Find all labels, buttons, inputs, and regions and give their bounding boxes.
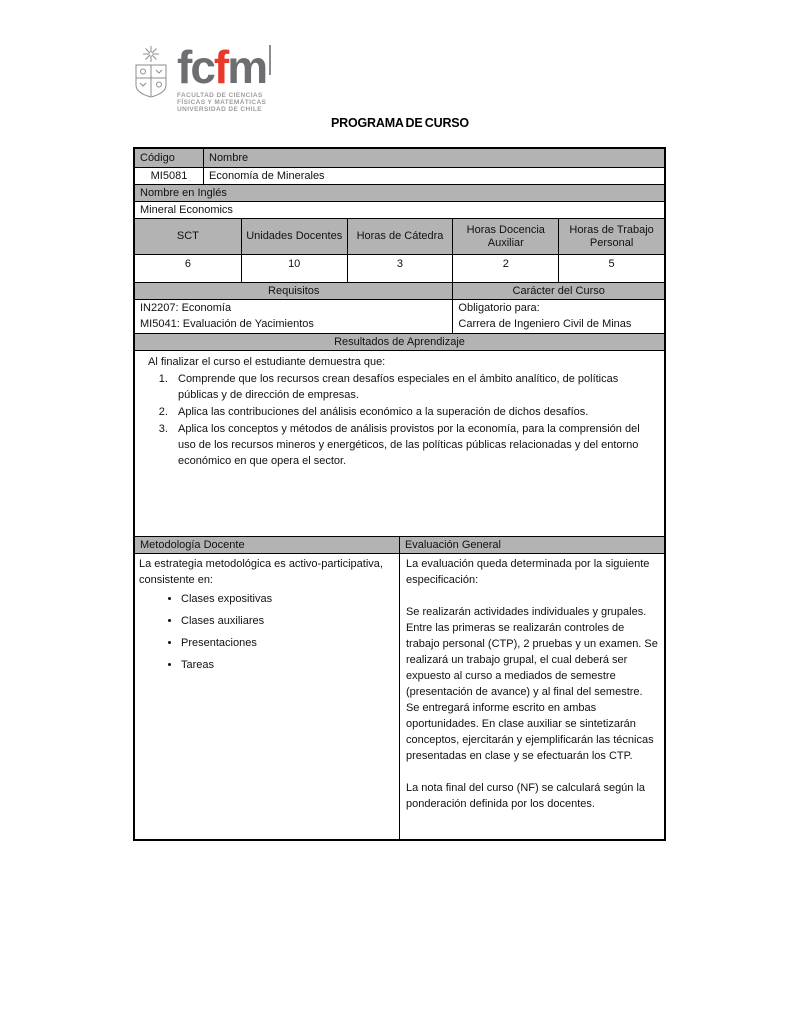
requisitos-header-cell: Requisitos xyxy=(135,283,452,299)
caracter-line: Carrera de Ingeniero Civil de Minas xyxy=(458,318,632,330)
fcfm-logo xyxy=(133,41,271,113)
code-name-value-row xyxy=(135,167,664,184)
wordmark-f-red: f xyxy=(213,41,228,93)
codigo-header-cell: Código xyxy=(135,149,203,167)
caracter-cell xyxy=(452,300,664,333)
credits-value-row xyxy=(135,254,664,282)
metodologia-evaluacion-content-row xyxy=(135,553,664,839)
metodologia-list xyxy=(139,591,393,673)
resultados-list xyxy=(148,371,656,469)
english-name-value-row xyxy=(135,201,664,218)
credits-header-unidades: Unidades Docentes xyxy=(241,219,347,254)
metodologia-item: • Clases expositivas xyxy=(181,591,393,607)
wordmark-m: m xyxy=(227,41,267,93)
resultados-header-row xyxy=(135,333,664,350)
credits-header-row xyxy=(135,218,664,254)
credits-value-catedra: 3 xyxy=(347,255,453,282)
course-program-table xyxy=(133,147,666,841)
resultado-item: 1. Comprende que los recursos crean desafíos especiales en el ámbito analítico, de políticas públicas y de dirección de empresas. xyxy=(171,371,656,403)
credits-value-auxiliar: 2 xyxy=(452,255,558,282)
resultados-content-row xyxy=(135,350,664,536)
metodologia-evaluacion-header-row xyxy=(135,536,664,553)
requisitos-header-row xyxy=(135,282,664,299)
fcfm-wordmark xyxy=(177,41,271,93)
resultados-header-cell: Resultados de Aprendizaje xyxy=(135,334,664,350)
credits-value-sct: 6 xyxy=(184,258,191,270)
english-name-cell: Mineral Economics xyxy=(140,204,233,216)
english-name-header-cell: Nombre en Inglés xyxy=(135,185,664,201)
wordmark-fc: fc xyxy=(177,41,214,93)
credits-header-catedra: Horas de Cátedra xyxy=(347,219,453,254)
credits-header-personal: Horas de Trabajo Personal xyxy=(558,219,664,254)
evaluacion-paragraph: La nota final del curso (NF) se calculará según la ponderación definida por los docentes. xyxy=(405,782,646,810)
logo-caption xyxy=(177,92,271,113)
english-name-header-row xyxy=(135,184,664,201)
credits-value-personal: 5 xyxy=(558,255,664,282)
requisitos-content-row xyxy=(135,299,664,333)
metodologia-item: • Clases auxiliares xyxy=(181,613,393,629)
page-title: PROGRAMA DE CURSO xyxy=(331,116,469,130)
evaluacion-content-cell xyxy=(399,554,664,839)
evaluacion-paragraph: Se realizarán actividades individuales y grupales. Entre las primeras se realizarán controles de trabajo personal (CTP), 2 pruebas y un examen. Se realizará un trabajo grupal, el cual deberá ser expuesto al curso a mediados de semestre (presentación de avance) y al final del semestre. Se entregará informe escrito en ambas oportunidades. En clase auxiliar se sintetizarán conceptos, ejercitarán y ejemplificarán las técnicas presentadas en clase y se efectuarán los CTP. xyxy=(405,606,658,762)
requisitos-list-cell xyxy=(135,300,452,333)
university-crest-icon xyxy=(133,45,169,99)
metodologia-intro: La estrategia metodológica es activo-participativa, consistente en: xyxy=(139,558,383,586)
caracter-header-cell: Carácter del Curso xyxy=(452,283,664,299)
nombre-header-cell: Nombre xyxy=(203,149,664,167)
evaluacion-paragraph: La evaluación queda determinada por la siguiente especificación: xyxy=(405,558,650,586)
credits-header-sct: SCT xyxy=(135,219,241,254)
logo-caption-line: FACULTAD DE CIENCIAS xyxy=(177,92,263,99)
resultado-item: 3. Aplica los conceptos y métodos de análisis provistos por la economía, para la comprensión del uso de los recursos mineros y energéticos, de las políticas públicas relacionadas y del entorno económico en que opera el sector. xyxy=(171,421,656,469)
code-name-header-row xyxy=(135,149,664,167)
caracter-line: Obligatorio para: xyxy=(458,302,540,314)
wordmark-bar xyxy=(269,45,271,75)
resultado-item: 2. Aplica las contribuciones del análisis económico a la superación de dichos desafíos. xyxy=(171,404,656,420)
metodologia-header-cell: Metodología Docente xyxy=(135,537,399,553)
evaluacion-header-cell: Evaluación General xyxy=(399,537,664,553)
credits-value-unidades: 10 xyxy=(241,255,347,282)
resultados-intro: Al finalizar el curso el estudiante demuestra que: xyxy=(148,356,386,368)
logo-caption-line: FÍSICAS Y MATEMÁTICAS xyxy=(177,99,267,106)
course-code-cell: MI5081 xyxy=(150,170,188,182)
metodologia-item: • Presentaciones xyxy=(181,635,393,651)
metodologia-item: • Tareas xyxy=(181,657,393,673)
metodologia-content-cell xyxy=(135,554,399,839)
resultados-content-cell xyxy=(135,351,664,536)
course-name-cell: Economía de Minerales xyxy=(203,168,664,184)
requisito-item: MI5041: Evaluación de Yacimientos xyxy=(140,318,314,330)
credits-header-auxiliar: Horas Docencia Auxiliar xyxy=(452,219,558,254)
logo-caption-line: UNIVERSIDAD DE CHILE xyxy=(177,106,262,113)
requisito-item: IN2207: Economía xyxy=(140,302,232,314)
